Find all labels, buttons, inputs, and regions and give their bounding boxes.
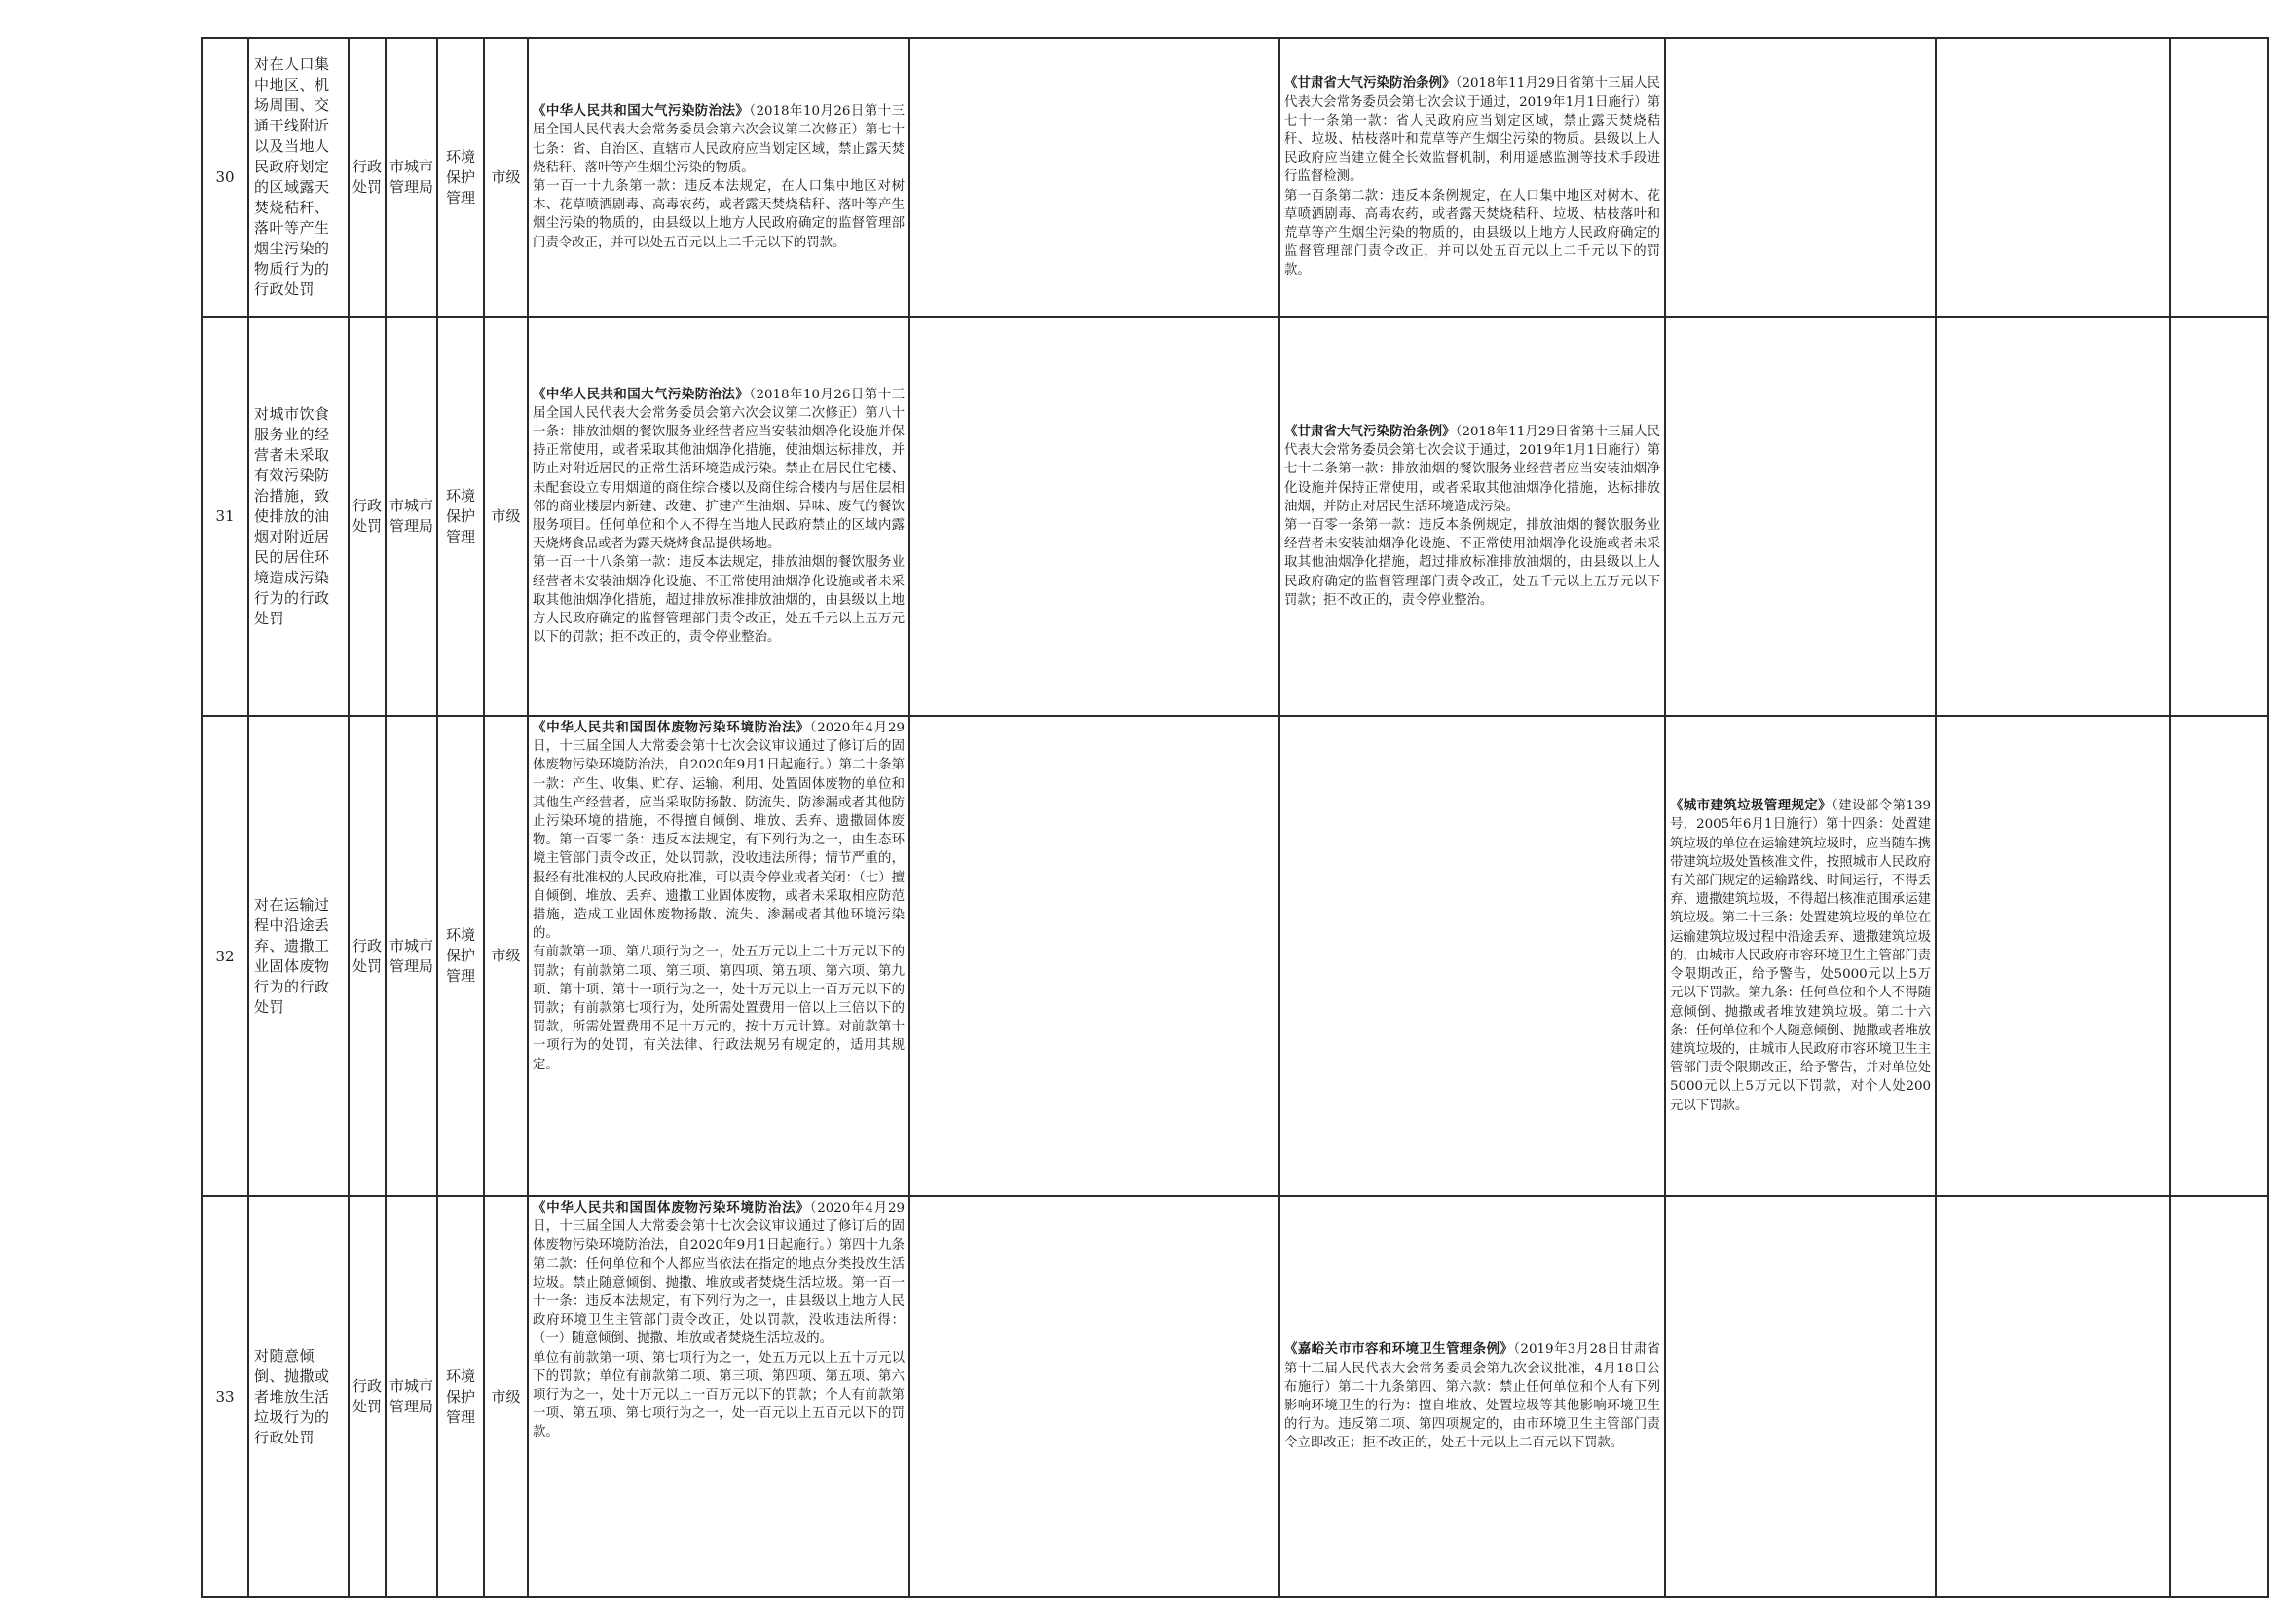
provincial-law-basis (1279, 38, 1665, 317)
item-category: 行政处罚 (349, 716, 386, 1196)
law-penalty-clause: 第一百一十八条第一款：违反本法规定，排放油烟的餐饮服务业经营者未安装油烟净化设施、不正常使用油烟净化设施或者未采取其他油烟净化措施，超过排放标准排放油烟的，由县级以上地方人民政府确定的监督管理部门责令改正，处五千元以上五万元以下的罚款；拒不改正的，责令停业整治。 (533, 555, 905, 646)
provincial-law-basis (1279, 1196, 1665, 1597)
law-clause: （2018年10月26日第十三届全国人民代表大会常务委员会第六次会议第二次修正）第七十七条：省、自治区、直辖市人民政府应当划定区域，禁止露天焚烧秸秆、落叶等产生烟尘污染的物质。 (533, 104, 905, 175)
row-number: 32 (202, 716, 248, 1196)
law-clause: （2019年3月28日甘肃省第十三届人民代表大会常务委员会第九次会议批准，4月18日公布施行）第二十九条第四、第六款：禁止任何单位和个人有下列影响环境卫生的行为：擅自堆放、处置垃圾等其他影响环境卫生的行为。违反第二项、第四项规定的，由市环境卫生主管部门责令立即改正；拒不改正的，处五十元以上二百元以下罚款。 (1284, 1342, 1660, 1451)
field: 环境保护管理 (437, 1196, 484, 1597)
law-clause: （2018年10月26日第十三届全国人民代表大会常务委员会第六次会议第二次修正）第八十一条：排放油烟的餐饮服务业经营者应当安装油烟净化设施并保持正常使用，或者采取其他油烟净化措施，使油烟达标排放，并防止对附近居民的正常生活环境造成污染。禁止在居民住宅楼、未配套设立专用烟道的商住综合楼以及商住综合楼内与居住层相邻的商业楼层内新建、改建、扩建产生油烟、异味、废气的餐饮服务项目。任何单位和个人不得在当地人民政府禁止的区域内露天烧烤食品或者为露天烧烤食品提供场地。 (533, 387, 905, 552)
field: 环境保护管理 (437, 38, 484, 317)
department: 市城市管理局 (386, 1196, 437, 1597)
blank-column (909, 38, 1279, 317)
item-category: 行政处罚 (349, 38, 386, 317)
law-penalty-clause: 有前款第一项、第八项行为之一，处五万元以上二十万元以下的罚款；有前款第二项、第三项、第四项、第五项、第六项、第九项、第十项、第十一项行为之一，处十万元以上一百万元以下的罚款；有前款第七项行为，处所需处置费用一倍以上三倍以下的罚款，所需处置费用不足十万元的，按十万元计算。对前款第十一项行为的处罚，有关法律、行政法规另有规定的，适用其规定。 (533, 945, 905, 1072)
department: 市城市管理局 (386, 317, 437, 716)
item-category: 行政处罚 (349, 317, 386, 716)
table-row (202, 1196, 2268, 1597)
law-title: 《中华人民共和国固体废物污染环境防治法》 (533, 1200, 810, 1216)
law-clause: （2020年4月29日，十三届全国人大常委会第十七次会议审议通过了修订后的固体废物污染环境防治法，自2020年9月1日起施行。）第二十条第一款：产生、收集、贮存、运输、利用、处置固体废物的单位和其他生产经营者，应当采取防扬散、防流失、防渗漏或者其他防止污染环境的措施，不得擅自倾倒、堆放、丢弃、遗撒固体废物。第一百零二条：违反本法规定，有下列行为之一，由生态环境主管部门责令改正，处以罚款，没收违法所得；情节严重的，报经有批准权的人民政府批准，可以责令停业或者关闭：（七）擅自倾倒、堆放、丢弃、遗撒工业固体废物，或者未采取相应防范措施，造成工业固体废物扬散、流失、渗漏或者其他环境污染的。 (533, 721, 906, 942)
local-regulation-basis (1665, 1196, 1936, 1597)
remarks-column (1936, 38, 2170, 317)
law-title: 《甘肃省大气污染防治条例》 (1284, 423, 1456, 439)
national-law-basis (528, 716, 909, 1196)
law-title: 《中华人民共和国固体废物污染环境防治法》 (533, 720, 810, 735)
item-name: 对在人口集中地区、机场周围、交通干线附近以及当地人民政府划定的区域露天焚烧秸秆、落叶等产生烟尘污染的物质行为的行政处罚 (248, 38, 349, 317)
last-column (2170, 317, 2268, 716)
item-name: 对随意倾倒、抛撒或者堆放生活垃圾行为的行政处罚 (248, 1196, 349, 1597)
law-title: 《城市建筑垃圾管理规定》 (1670, 798, 1833, 814)
department: 市城市管理局 (386, 38, 437, 317)
local-regulation-basis (1665, 317, 1936, 716)
table-row (202, 317, 2268, 716)
provincial-law-basis (1279, 716, 1665, 1196)
law-penalty-clause: 第一百零一条第一款：违反本条例规定，排放油烟的餐饮服务业经营者未安装油烟净化设施、不正常使用油烟净化设施或者未采取其他油烟净化措施，超过排放标准排放油烟的，由县级以上人民政府确定的监督管理部门责令改正，处五千元以上五万元以下罚款；拒不改正的，责令停业整治。 (1284, 518, 1660, 608)
national-law-basis (528, 317, 909, 716)
national-law-basis (528, 38, 909, 317)
row-number: 30 (202, 38, 248, 317)
blank-column (909, 317, 1279, 716)
law-title: 《甘肃省大气污染防治条例》 (1284, 75, 1456, 92)
table-row (202, 716, 2268, 1196)
law-title: 《中华人民共和国大气污染防治法》 (533, 103, 750, 120)
law-clause: （2018年11月29日省第十三届人民代表大会常务委员会第七次会议于通过，2019年1月1日施行）第七十一条第一款：省人民政府应当划定区域，禁止露天焚烧秸秆、垃圾、枯枝落叶和荒草等产生烟尘污染的物质。县级以上人民政府应当建立健全长效监督机制，利用遥感监测等技术手段进行监督检测。 (1284, 76, 1660, 185)
law-clause: （2018年11月29日省第十三届人民代表大会常务委员会第七次会议于通过，2019年1月1日施行）第七十二条第一款：排放油烟的餐饮服务业经营者应当安装油烟净化设施并保持正常使用，或者采取其他油烟净化措施，达标排放油烟，并防止对居民生活环境造成污染。 (1284, 424, 1660, 514)
provincial-law-basis (1279, 317, 1665, 716)
level: 市级 (484, 38, 528, 317)
level: 市级 (484, 716, 528, 1196)
last-column (2170, 716, 2268, 1196)
last-column (2170, 1196, 2268, 1597)
row-number: 33 (202, 1196, 248, 1597)
law-clause: （建设部令第139号，2005年6月1日施行）第十四条：处置建筑垃圾的单位在运输建筑垃圾时，应当随车携带建筑垃圾处置核准文件，按照城市人民政府有关部门规定的运输路线、时间运行，不得丢弃、遗撒建筑垃圾，不得超出核准范围承运建筑垃圾。第二十三条：处置建筑垃圾的单位在运输建筑垃圾过程中沿途丢弃、遗撒建筑垃圾的，由城市人民政府市容环境卫生主管部门责令限期改正，给予警告，处5000元以上5万元以下罚款。第九条：任何单位和个人不得随意倾倒、抛撒或者堆放建筑垃圾。第二十六条：任何单位和个人随意倾倒、抛撒或者堆放建筑垃圾的，由城市人民政府市容环境卫生主管部门责令限期改正，给予警告，并对单位处5000元以上5万元以下罚款，对个人处200元以下罚款。 (1670, 799, 1931, 1113)
department: 市城市管理局 (386, 716, 437, 1196)
law-table (201, 37, 2269, 1598)
field: 环境保护管理 (437, 317, 484, 716)
remarks-column (1936, 716, 2170, 1196)
law-penalty-clause: 第一百一十九条第一款：违反本法规定，在人口集中地区对树木、花草喷洒剧毒、高毒农药，或者露天焚烧秸秆、落叶等产生烟尘污染的物质的，由县级以上地方人民政府确定的监督管理部门责令改正，并可以处五百元以上二千元以下的罚款。 (533, 179, 905, 250)
law-title: 《中华人民共和国大气污染防治法》 (533, 386, 750, 402)
local-regulation-basis (1665, 716, 1936, 1196)
blank-column (909, 1196, 1279, 1597)
table-row (202, 38, 2268, 317)
blank-column (909, 716, 1279, 1196)
law-title: 《嘉峪关市市容和环境卫生管理条例》 (1284, 1341, 1514, 1358)
law-penalty-clause: 第一百条第二款：违反本条例规定，在人口集中地区对树木、花草喷洒剧毒、高毒农药，或者露天焚烧秸秆、垃圾、枯枝落叶和荒草等产生烟尘污染的物质的，由县级以上地方人民政府确定的监督管理部门责令改正，并可以处五百元以上二千元以下的罚款。 (1284, 188, 1660, 279)
level: 市级 (484, 1196, 528, 1597)
last-column (2170, 38, 2268, 317)
law-clause: （2020年4月29日，十三届全国人大常委会第十七次会议审议通过了修订后的固体废物污染环境防治法，自2020年9月1日起施行。）第四十九条第二款：任何单位和个人都应当依法在指定的地点分类投放生活垃圾。禁止随意倾倒、抛撒、堆放或者焚烧生活垃圾。第一百一十一条：违反本法规定，有下列行为之一，由县级以上地方人民政府环境卫生主管部门责令改正，处以罚款，没收违法所得：（一）随意倾倒、抛撒、堆放或者焚烧生活垃圾的。 (533, 1201, 906, 1347)
local-regulation-basis (1665, 38, 1936, 317)
field: 环境保护管理 (437, 716, 484, 1196)
national-law-basis (528, 1196, 909, 1597)
remarks-column (1936, 1196, 2170, 1597)
item-category: 行政处罚 (349, 1196, 386, 1597)
row-number: 31 (202, 317, 248, 716)
law-penalty-clause: 单位有前款第一项、第七项行为之一，处五万元以上五十万元以下的罚款；单位有前款第二项、第三项、第四项、第五项、第六项行为之一，处十万元以上一百万元以下的罚款；个人有前款第一项、第五项、第七项行为之一，处一百元以上五百元以下的罚款。 (533, 1350, 905, 1441)
item-name: 对城市饮食服务业的经营者未采取有效污染防治措施，致使排放的油烟对附近居民的居住环境造成污染行为的行政处罚 (248, 317, 349, 716)
remarks-column (1936, 317, 2170, 716)
item-name: 对在运输过程中沿途丢弃、遗撒工业固体废物行为的行政处罚 (248, 716, 349, 1196)
level: 市级 (484, 317, 528, 716)
